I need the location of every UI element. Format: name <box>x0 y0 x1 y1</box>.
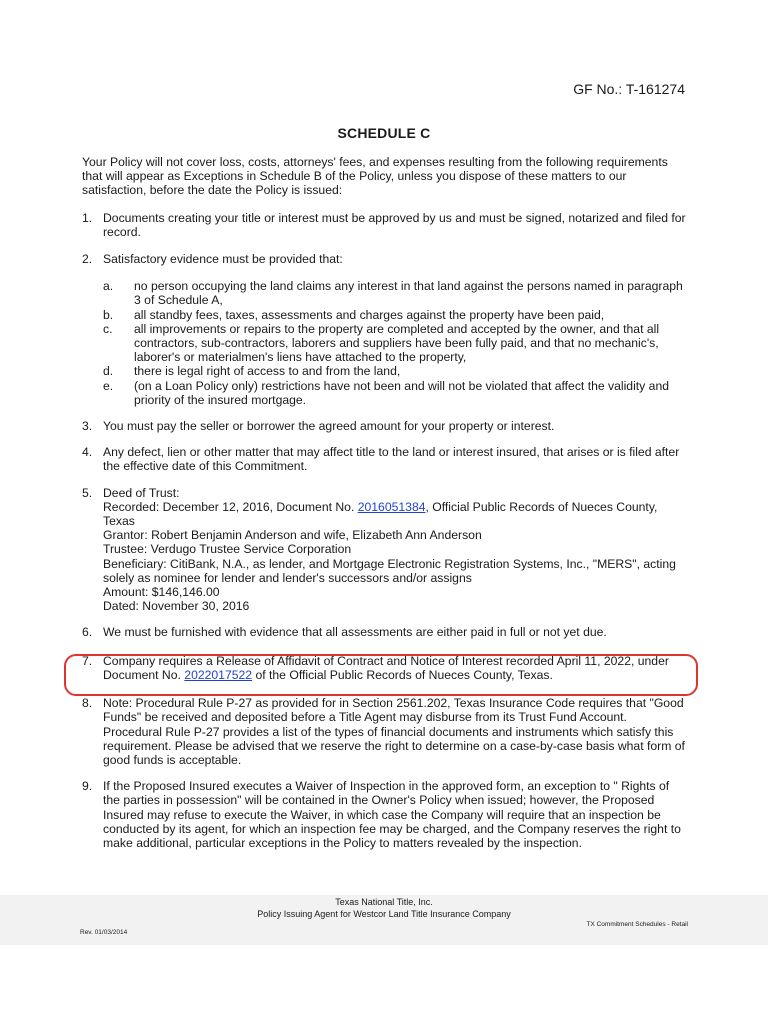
footer-agent: Policy Issuing Agent for Westcor Land Title Insurance Company <box>257 909 511 919</box>
deed-grantor: Grantor: Robert Benjamin Anderson and wife, Elizabeth Ann Anderson <box>103 528 482 543</box>
item-7-text: Company requires a Release of Affidavit of Contract and Notice of Interest recorded April 11, 2022, under Document No. <box>103 653 669 682</box>
item-text: Documents creating your title or interest must be approved by us and must be signed, notarized and filed for record. <box>103 210 686 239</box>
requirement-item-5 <box>82 486 688 614</box>
requirement-item-8 <box>82 696 688 767</box>
sub-item-c <box>103 322 688 365</box>
item-text: If the Proposed Insured executes a Waiver of Inspection in the approved form, an exception to " Rights of the parties in possession" will be contained in the Owner's Policy when issued; however, the Proposed Insured may refuse to execute the Waiver, in which case the Company will require that an inspection be conducted by its agent, for which an inspection fee may be charged, and the Company reserves the right to make additional, particular exceptions in the Policy to matters revealed by the inspection. <box>103 779 681 850</box>
sub-text: all standby fees, taxes, assessments and charges against the property have been paid, <box>134 307 605 322</box>
requirement-item-4 <box>82 445 688 473</box>
sub-letter: e. <box>103 378 114 393</box>
sub-item-d <box>103 364 688 378</box>
intro-paragraph: Your Policy will not cover loss, costs, attorneys' fees, and expenses resulting from the following requirements that will appear as Exceptions in Schedule B of the Policy, unless you dispose of these matters to our satisfaction, before the date the Policy is issued: <box>82 155 668 198</box>
deed-amount: Amount: $146,146.00 <box>103 585 220 600</box>
requirement-item-2 <box>82 252 688 266</box>
item-text: We must be furnished with evidence that all assessments are either paid in full or not yet due. <box>103 625 607 640</box>
sub-letter: c. <box>103 321 113 336</box>
sub-item-b <box>103 308 688 322</box>
page-title: SCHEDULE C <box>337 125 431 141</box>
item-number: 3. <box>82 419 93 434</box>
gf-number: GF No.: T-161274 <box>573 81 685 97</box>
deed-heading: Deed of Trust: <box>103 485 180 500</box>
item-text: Note: Procedural Rule P-27 as provided for in Section 2561.202, Texas Insurance Code requires that "Good Funds" be received and deposited before a Title Agent may disburse from its Trust Fund Account. Procedural Rule P-27 provides a list of the types of financial documents and instruments which satisfy this requirement. Please be advised that we reserve the right to determine on a case-by-case basis what form of good funds is acceptable. <box>103 696 685 767</box>
item-number: 2. <box>82 252 93 267</box>
item-number: 8. <box>82 696 93 711</box>
footer-company: Texas National Title, Inc. <box>335 897 433 907</box>
requirement-item-6 <box>82 625 688 639</box>
deed-recorded <box>103 500 688 528</box>
document-link-2022017522[interactable]: 2022017522 <box>184 667 253 682</box>
recorded-suffix: , Official Public Records of Nueces County, Texas <box>103 499 658 529</box>
sub-item-a <box>103 279 688 307</box>
deed-beneficiary: Beneficiary: CitiBank, N.A., as lender, and Mortgage Electronic Registration Systems, Inc., "MERS", acting solely as nominee for lender and lender's successors and/or assigns <box>103 556 676 585</box>
sub-item-e <box>103 379 688 407</box>
item-number: 5. <box>82 485 93 500</box>
item-text: Any defect, lien or other matter that may affect title to the land or interest insured, that arises or is filed after the effective date of this Commitment. <box>103 445 680 474</box>
deed-dated: Dated: November 30, 2016 <box>103 599 250 614</box>
document-link-2016051384[interactable]: 2016051384 <box>357 499 426 514</box>
requirement-item-3 <box>82 419 688 433</box>
sub-text: all improvements or repairs to the property are completed and accepted by the owner, and that all contractors, sub-contractors, laborers and suppliers have been fully paid, and that no mechanic's, laborer's or materialmen's liens have attached to the property, <box>134 321 660 365</box>
item-text: You must pay the seller or borrower the agreed amount for your property or interest. <box>103 419 555 434</box>
document-body <box>82 155 688 850</box>
sub-list <box>82 279 688 407</box>
item-number: 9. <box>82 779 93 794</box>
deed-of-trust-block <box>103 486 688 614</box>
sub-text: there is legal right of access to and from the land, <box>134 364 401 379</box>
item-number: 4. <box>82 445 93 460</box>
footer-revision: Rev. 01/03/2014 <box>80 929 128 936</box>
item-number: 6. <box>82 625 93 640</box>
footer-schedule: TX Commitment Schedules - Retail <box>586 921 688 928</box>
sub-letter: d. <box>103 364 114 379</box>
item-7-suffix: of the Official Public Records of Nueces County, Texas. <box>252 667 553 682</box>
item-number: 1. <box>82 210 93 225</box>
highlight-circle <box>64 654 698 696</box>
item-text: Satisfactory evidence must be provided that: <box>103 252 343 267</box>
sub-text: (on a Loan Policy only) restrictions have not been and will not be violated that affect the validity and priority of the insured mortgage. <box>134 378 669 407</box>
sub-text: no person occupying the land claims any interest in that land against the persons named in paragraph 3 of Schedule A, <box>134 279 683 308</box>
deed-trustee: Trustee: Verdugo Trustee Service Corporation <box>103 542 352 557</box>
recorded-text: Recorded: December 12, 2016, Document No. <box>103 499 358 514</box>
requirement-item-1 <box>82 211 688 239</box>
page-footer <box>0 895 768 945</box>
sub-letter: b. <box>103 307 114 322</box>
requirement-item-9 <box>82 779 688 850</box>
item-number: 7. <box>82 653 93 668</box>
sub-letter: a. <box>103 279 114 294</box>
